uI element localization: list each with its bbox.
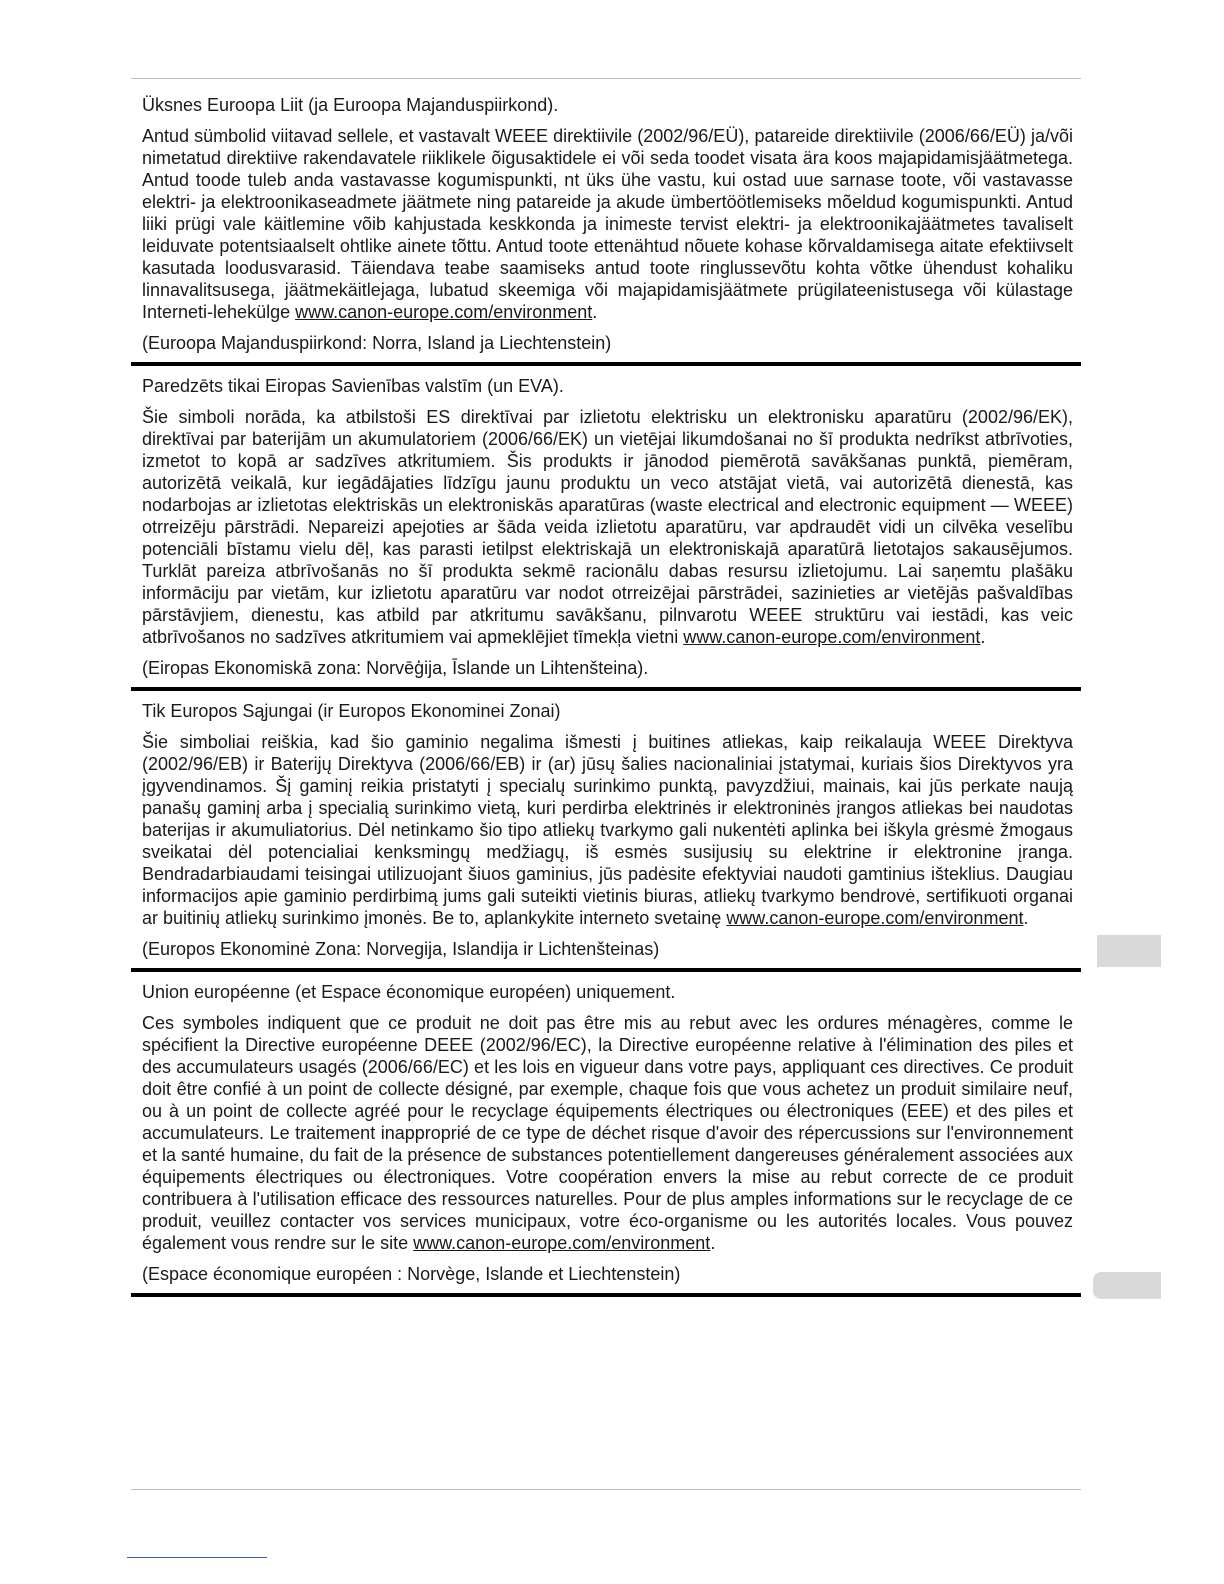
section-body-end: . bbox=[710, 1233, 716, 1253]
footer-rule bbox=[131, 1489, 1081, 1490]
section-body-end: . bbox=[980, 627, 986, 647]
section-note: (Euroopa Majanduspiirkond: Norra, Island ja Liechtenstein) bbox=[142, 333, 612, 353]
chapter-tab-upper bbox=[1097, 935, 1161, 967]
section-body bbox=[142, 1012, 1073, 1254]
section-heading: Tik Europos Sąjungai (ir Europos Ekonominei Zonai) bbox=[142, 701, 561, 721]
section-body-end: . bbox=[592, 302, 598, 322]
section-body-text: Šie simboliai reiškia, kad šio gaminio negalima išmesti į buitines atliekas, kaip reikalauja WEEE Direktyva (2002/96/EB) ir Baterijų Direktyva (2006/66/EB) ir (ar) jūsų šalies nacionaliniai įstatymai, kuriais šios Direktyvos yra įgyvendinamos. Šį gaminį reikia pristatyti į specialų surinkimo punktą, pavyzdžiui, mainais, kai jūs perkate naują panašų gaminį arba į specialią surinkimo vietą, kuri perdirba elektrinės ir elektroninės įrangos atliekas bei naudotas baterijas ir akumuliatorius. Dėl netinkamo šio tipo atliekų tvarkymo gali nukentėti aplinka bei iškyla grėsmė žmogaus sveikatai dėl potencialiai kenksmingų medžiagų, iš esmės susijusių su elektrine ir elektronine įranga. Bendradarbiaudami teisingai utilizuojant šiuos gaminius, jūs padėsite efektyviai naudoti gamtinius išteklius. Daugiau informacijos apie gaminio perdirbimą jums gali suteikti vietinis biuras, atliekų tvarkymo bendrovė, sertifikuoti organai ar buitinių atliekų surinkimo įmonės. Be to, aplankykite interneto svetainę bbox=[142, 732, 1073, 928]
section-body-text: Ces symboles indiquent que ce produit ne doit pas être mis au rebut avec les ordures ménagères, comme le spécifient la Directive européenne DEEE (2002/96/EC), la Directive européenne relative à l'élimination des piles et des accumulateurs usagés (2006/66/EC) et les lois en vigueur dans votre pays, appliquant ces directives. Ce produit doit être confié à un point de collecte désigné, par exemple, chaque fois que vous achetez un produit similaire neuf, ou à un point de collecte agréé pour le recyclage équipements électriques ou électroniques (EEE) et des piles et accumulateurs. Le traitement inapproprié de ce type de déchet risque d'avoir des répercussions sur l'environnement et la santé humaine, du fait de la présence de substances potentiellement dangereuses généralement associées aux équipements électriques ou électroniques. Votre coopération envers la mise au rebut correcte de ce produit contribuera à l'utilisation efficace des ressources naturelles. Pour de plus amples informations sur le recyclage de ce produit, veuillez contacter vos services municipaux, votre éco-organisme ou les autorités locales. Vous pouvez également vous rendre sur le site bbox=[142, 1013, 1073, 1253]
section-note: (Europos Ekonominė Zona: Norvegija, Islandija ir Lichtenšteinas) bbox=[142, 939, 660, 959]
section-heading: Union européenne (et Espace économique européen) uniquement. bbox=[142, 982, 676, 1002]
footer-link-underline bbox=[127, 1557, 267, 1558]
environment-link[interactable]: www.canon-europe.com/environment bbox=[413, 1233, 711, 1253]
section-heading: Paredzēts tikai Eiropas Savienības valstīm (un EVA). bbox=[142, 376, 564, 396]
environment-link[interactable]: www.canon-europe.com/environment bbox=[726, 908, 1024, 928]
section-latvian bbox=[131, 366, 1081, 691]
environment-link[interactable]: www.canon-europe.com/environment bbox=[683, 627, 981, 647]
section-note: (Espace économique européen : Norvège, Islande et Liechtenstein) bbox=[142, 1264, 681, 1284]
document-content bbox=[131, 84, 1081, 1297]
section-body bbox=[142, 406, 1073, 648]
chapter-tab-lower bbox=[1093, 1272, 1161, 1299]
section-body-text: Šie simboli norāda, ka atbilstoši ES direktīvai par izlietotu elektrisku un elektronisku aparatūru (2002/96/EK), direktīvai par baterijām un akumulatoriem (2006/66/EK) un vietējai likumdošanai no šī produkta nedrīkst atbrīvoties, izmetot to kopā ar sadzīves atkritumiem. Šis produkts ir jānodod piemērotā savākšanas punktā, piemēram, autorizētā veikalā, kur iegādājaties līdzīgu jaunu produktu un veco atstājat vietā, vai autorizētā dienestā, kas nodarbojas ar izlietotas elektriskās un elektroniskās aparatūras (waste electrical and electronic equipment — WEEE) otrreizēju pārstrādi. Nepareizi apejoties ar šāda veida izlietotu aparatūru, var apdraudēt vidi un cilvēka veselību potenciāli bīstamu vielu dēļ, kas parasti ietilpst elektriskajā un elektroniskajā aparatūrā lietotajos sakausējumos. Turklāt pareiza atbrīvošanās no šī produkta sekmē racionālu dabas resursu izlietojumu. Lai saņemtu plašāku informāciju par vietām, kur izlietotu aparatūru var nodot otrreizējai pārstrādei, sazinieties ar vietējās pašvaldības pārstāvjiem, dienestu, kas atbild par atkritumu savākšanu, pilnvarotu WEEE struktūru vai iestādi, kas veic atbrīvošanos no sadzīves atkritumiem vai apmeklējiet tīmekļa vietni bbox=[142, 407, 1073, 647]
section-lithuanian bbox=[131, 691, 1081, 972]
section-heading: Üksnes Euroopa Liit (ja Euroopa Majanduspiirkond). bbox=[142, 95, 559, 115]
section-estonian bbox=[131, 84, 1081, 366]
section-body bbox=[142, 125, 1073, 323]
header-rule bbox=[131, 78, 1081, 79]
environment-link[interactable]: www.canon-europe.com/environment bbox=[295, 302, 593, 322]
section-body bbox=[142, 731, 1073, 929]
section-body-end: . bbox=[1023, 908, 1029, 928]
section-note: (Eiropas Ekonomiskā zona: Norvēģija, Īslande un Lihtenšteina). bbox=[142, 658, 649, 678]
section-body-text: Antud sümbolid viitavad sellele, et vastavalt WEEE direktiivile (2002/96/EÜ), patareide direktiivile (2006/66/EÜ) ja/või nimetatud direktiive rakendavatele riiklikele õigusaktidele ei või seda toodet visata ära koos majapidamisjäätmetega. Antud toode tuleb anda vastavasse kogumispunkti, nt üks ühe vastu, kui ostad uue sarnase toote, või vastavasse elektri- ja elektroonikaseadmete jäätmete ning patareide ja akude ümbertöötlemiseks mõeldud kogumispunkti. Antud liiki prügi vale käitlemine võib kahjustada keskkonda ja inimeste tervist elektri- ja elektroonikajäätmetes tavaliselt leiduvate potentsiaalselt ohtlike ainete tõttu. Antud toote ettenähtud nõuete kohase kõrvaldamisega aitate efektiivselt kasutada loodusvarasid. Täiendava teabe saamiseks antud toote ringlussevõtu kohta võtke ühendust kohaliku linnavalitsusega, jäätmekäitlejaga, lubatud skeemiga või majapidamisjäätmete prügilateenistusega või külastage Interneti-lehekülge bbox=[142, 126, 1073, 322]
section-french bbox=[131, 972, 1081, 1297]
